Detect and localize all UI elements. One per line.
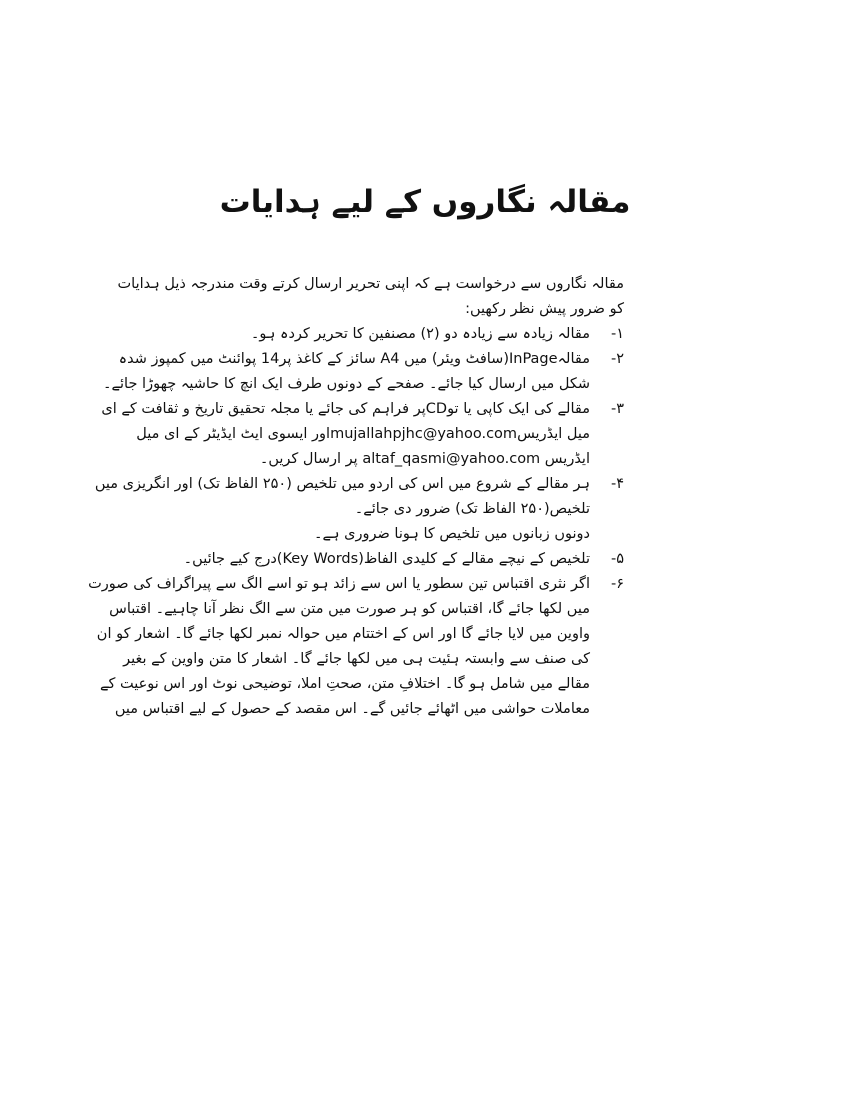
item-line: مقالہ زیادہ سے زیادہ دو (۲) مصنفین کا تحریر کردہ ہو۔ <box>250 326 590 342</box>
instruction-item-3 <box>101 397 624 472</box>
item-line: تلخیص(۲۵۰ الفاظ تک) ضرور دی جائے۔ <box>354 501 590 517</box>
page-title: مقالہ نگاروں کے لیے ہدایات <box>219 184 631 220</box>
item-line: میں لکھا جائے گا، اقتباس کو ہر صورت میں متن سے الگ نظر آنا چاہیے۔ اقتباس <box>109 601 590 617</box>
item-line: مقالے میں شامل ہو گا۔ اختلافِ متن، صحتِ املا، توضیحی نوٹ اور اس نوعیت کے <box>100 676 590 692</box>
instruction-item-6 <box>88 572 624 722</box>
item-line: معاملات حواشی میں اٹھائے جائیں گے۔ اس مقصد کے حصول کے لیے اقتباس میں <box>114 701 590 717</box>
instruction-item-1 <box>198 322 624 347</box>
instruction-item-5 <box>183 547 624 572</box>
intro-line: کو ضرور پیش نظر رکھیں: <box>465 301 624 317</box>
item-line: شکل میں ارسال کیا جائے۔ صفحے کے دونوں طرف ایک انچ کا حاشیہ چھوڑا جائے۔ <box>103 376 590 392</box>
item-line: تلخیص کے نیچے مقالے کے کلیدی الفاظ(Key Words)درج کیے جائیں۔ <box>183 551 590 567</box>
item-number: ۱- <box>610 326 624 342</box>
item-line: کی صنف سے وابستہ ہئیت ہی میں لکھا جائے گا۔ اشعار کا متن واوین کے بغیر <box>123 651 590 667</box>
item-number: ۴- <box>610 476 624 492</box>
item-line: ایڈریس altaf_qasmi@yahoo.com پر ارسال کریں۔ <box>259 451 590 467</box>
instruction-item-4 <box>94 472 624 547</box>
item-number: ۶- <box>610 576 624 592</box>
item-line: واوین میں لایا جائے گا اور اس کے اختتام میں حوالہ نمبر لکھا جائے گا۔ اشعار کو ان <box>96 626 590 642</box>
intro-line: مقالہ نگاروں سے درخواست ہے کہ اپنی تحریر ارسال کرتے وقت مندرجہ ذیل ہدایات <box>117 276 624 292</box>
item-number: ۵- <box>610 551 624 567</box>
item-line: میل ایڈریسmujallahpjhc@yahoo.comاور ایسوی ایٹ ایڈیٹر کے ای میل <box>136 426 590 442</box>
item-line: مقالہInPage(سافٹ ویئر) میں A4 سائز کے کاغذ پر14 پوائنٹ میں کمپوز شدہ <box>118 351 590 367</box>
item-number: ۲- <box>610 351 624 367</box>
item-note: دونوں زبانوں میں تلخیص کا ہونا ضروری ہے۔ <box>314 526 590 542</box>
item-number: ۳- <box>610 401 624 417</box>
item-line: مقالے کی ایک کاپی یا توCDپر فراہم کی جائے یا مجلہ تحقیق تاریخ و ثقافت کے ای <box>101 401 590 417</box>
instructions-body <box>88 272 624 722</box>
item-line: اگر نثری اقتباس تین سطور یا اس سے زائد ہو تو اسے الگ سے پیراگراف کی صورت <box>88 576 590 592</box>
item-line: ہر مقالے کے شروع میں اس کی اردو میں تلخیص (۲۵۰ الفاظ تک) اور انگریزی میں <box>94 476 590 492</box>
intro-paragraph <box>117 272 624 322</box>
instruction-item-2 <box>103 347 624 397</box>
